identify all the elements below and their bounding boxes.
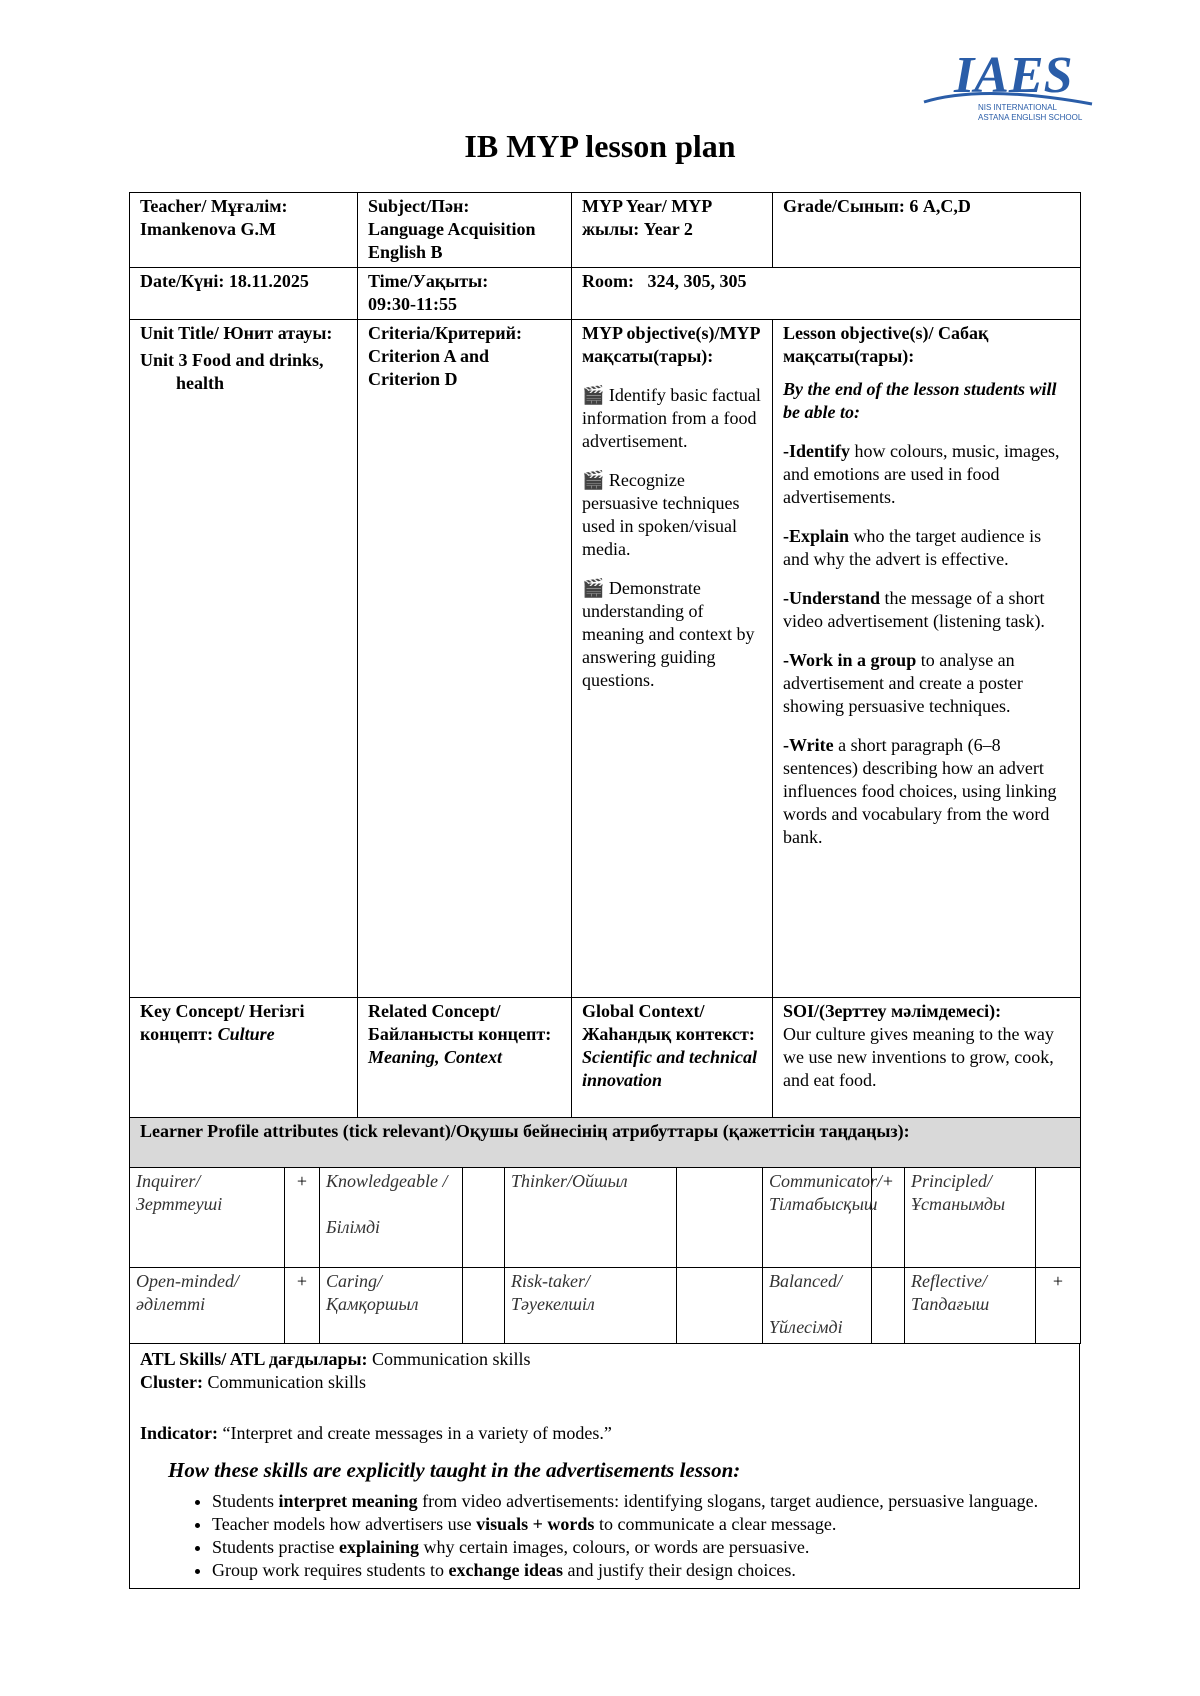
- subject-label: Subject/Пән:: [368, 196, 470, 216]
- soi-value: Our culture gives meaning to the way we use new inventions to grow, cook, and eat food.: [783, 1024, 1054, 1090]
- key-concept-value: Culture: [217, 1024, 275, 1044]
- room-label: Room:: [582, 271, 634, 291]
- page-title: IB MYP lesson plan: [464, 128, 736, 164]
- year-value: Year 2: [643, 219, 693, 239]
- lesson-objective-verb: -Explain: [783, 526, 850, 546]
- global-context-label: Global Context/ Жаһандық контекст:: [582, 1001, 755, 1044]
- lesson-objective-text: the message of a short video advertisement (listening task).: [783, 588, 1045, 631]
- lp-risktaker: Risk-taker/ Тәуекелшіл: [505, 1268, 677, 1344]
- lesson-objective-verb: -Work in a group: [783, 650, 917, 670]
- lesson-objective-text: to analyse an advertisement and create a poster showing persuasive techniques.: [783, 650, 1023, 716]
- lesson-objective-text: how colours, music, images, and emotions are used in food advertisements.: [783, 441, 1060, 507]
- myp-objective-text: Identify basic factual information from a food advertisement.: [582, 385, 761, 451]
- atl-row: [130, 1344, 1080, 1589]
- atl-skills-value: Communication skills: [372, 1349, 531, 1369]
- atl-indicator-label: Indicator:: [140, 1423, 218, 1443]
- lp-principled: Principled/ Ұстанымды: [905, 1168, 1036, 1268]
- date-label: Date/Күні:: [140, 271, 225, 291]
- atl-skills: [140, 1348, 1069, 1371]
- atl-indicator: [140, 1422, 1069, 1445]
- lp-caring: Caring/ Қамқоршыл: [320, 1268, 463, 1344]
- unit-value: Unit 3 Food and drinks, health: [140, 350, 324, 393]
- lp-knowledgeable-tick[interactable]: [463, 1168, 505, 1268]
- soi-label: SOI/(Зерттеу мәлімдемесі):: [783, 1001, 1002, 1021]
- lp-thinker: Thinker/Ойшыл: [505, 1168, 677, 1268]
- lesson-objective-verb: -Understand: [783, 588, 881, 608]
- atl-bullet: • Students interpret meaning from video advertisements: identifying slogans, target audience, persuasive language.: [212, 1490, 1069, 1513]
- lp-openminded: Open-minded/ әділетті: [130, 1268, 285, 1344]
- grade-value: 6 A,C,D: [909, 196, 971, 216]
- global-context-value: Scientific and technical innovation: [582, 1047, 757, 1090]
- lp-caring-tick[interactable]: [463, 1268, 505, 1344]
- lp-balanced-kz: Үйлесімді: [769, 1317, 843, 1337]
- room-value: 324, 305, 305: [647, 271, 747, 291]
- key-concept-label: Key Concept/ Негізгі концепт:: [140, 1001, 305, 1044]
- lp-balanced-en: Balanced/: [769, 1271, 842, 1291]
- lesson-objective-text: who the target audience is and why the advert is effective.: [783, 526, 1042, 569]
- atl-bullet-list: [140, 1490, 1069, 1582]
- lesson-objective-item: [783, 587, 1070, 633]
- row-learner-profile-heading: [130, 1118, 1081, 1168]
- unit-label: Unit Title/ Юнит атауы:: [140, 323, 333, 343]
- lesson-objective-verb: -Identify: [783, 441, 850, 461]
- atl-table: [129, 1343, 1080, 1589]
- myp-objective-item: [582, 577, 762, 692]
- learner-profile-row: [130, 1168, 1081, 1268]
- row-teacher: [130, 193, 1081, 268]
- cell-soi: [773, 998, 1081, 1118]
- row-date: [130, 268, 1081, 320]
- lesson-objective-item: [783, 440, 1070, 509]
- clapper-icon: 🎬: [582, 385, 605, 405]
- atl-how-heading: How these skills are explicitly taught in the advertisements lesson:: [168, 1458, 741, 1482]
- time-label: Time/Уақыты:: [368, 271, 489, 291]
- lp-communicator-tick[interactable]: +: [872, 1168, 905, 1268]
- lesson-plan-table: [129, 192, 1080, 1589]
- logo-line1: NIS INTERNATIONAL: [978, 103, 1057, 112]
- cell-key-concept: [130, 998, 358, 1118]
- lp-risktaker-tick[interactable]: [677, 1268, 763, 1344]
- lesson-objective-item: [783, 734, 1070, 849]
- learner-profile-heading: Learner Profile attributes (tick relevant)/Оқушы бейнесінің атрибуттары (қажеттісін таңдаңыз):: [130, 1118, 1081, 1168]
- cell-grade: [773, 193, 1081, 268]
- atl-cluster: [140, 1371, 1069, 1394]
- row-concepts: [130, 998, 1081, 1118]
- myp-objectives-label: MYP objective(s)/MYP мақсаты(тары):: [582, 323, 760, 366]
- lesson-objective-text: a short paragraph (6–8 sentences) describing how an advert influences food choices, using linking words and vocabulary from the word bank.: [783, 735, 1057, 847]
- cell-atl: [130, 1344, 1080, 1589]
- teacher-value: Imankenova G.M: [140, 219, 277, 239]
- lesson-objective-verb: -Write: [783, 735, 834, 755]
- atl-bullet: • Students practise explaining why certain images, colours, or words are persuasive.: [212, 1536, 1069, 1559]
- info-table: [129, 192, 1081, 1168]
- myp-objective-text: Demonstrate understanding of meaning and context by answering guiding questions.: [582, 578, 755, 690]
- teacher-label: Teacher/ Мұғалім:: [140, 196, 288, 216]
- lp-balanced: [763, 1268, 872, 1344]
- myp-objective-item: [582, 384, 762, 453]
- time-value: 09:30-11:55: [368, 294, 457, 314]
- cell-time: [358, 268, 572, 320]
- learner-profile-row: [130, 1268, 1081, 1344]
- lesson-objective-item: [783, 649, 1070, 718]
- subject-value: Language Acquisition English B: [368, 219, 536, 262]
- myp-objective-text: Recognize persuasive techniques used in spoken/visual media.: [582, 470, 740, 559]
- lp-principled-tick[interactable]: [1036, 1168, 1081, 1268]
- cell-lesson-objectives: [773, 320, 1081, 998]
- lp-inquirer: Inquirer/ Зерттеуші: [130, 1168, 285, 1268]
- myp-objective-item: [582, 469, 762, 561]
- atl-bullet: • Group work requires students to exchange ideas and justify their design choices.: [212, 1559, 1069, 1582]
- cell-related-concept: [358, 998, 572, 1118]
- lp-knowledgeable-en: Knowledgeable /: [326, 1171, 448, 1191]
- criteria-value: Criterion A and Criterion D: [368, 346, 490, 389]
- lp-reflective-tick[interactable]: +: [1036, 1268, 1081, 1344]
- clapper-icon: 🎬: [582, 470, 605, 490]
- cell-unit: [130, 320, 358, 998]
- related-concept-value: Meaning, Context: [368, 1047, 503, 1067]
- atl-cluster-value: Communication skills: [207, 1372, 366, 1392]
- cell-myp-objectives: [572, 320, 773, 998]
- lp-knowledgeable: [320, 1168, 463, 1268]
- school-logo: [922, 44, 1100, 126]
- lesson-objective-item: [783, 525, 1070, 571]
- logo-mark: IAES: [954, 47, 1073, 104]
- cell-year: [572, 193, 773, 268]
- atl-skills-label: ATL Skills/ ATL дағдылары:: [140, 1349, 368, 1369]
- atl-bullet: • Teacher models how advertisers use visuals + words to communicate a clear message.: [212, 1513, 1069, 1536]
- lp-openminded-tick[interactable]: +: [285, 1268, 320, 1344]
- grade-label: Grade/Сынып:: [783, 196, 905, 216]
- cell-teacher: [130, 193, 358, 268]
- related-concept-label: Related Concept/ Байланысты концепт:: [368, 1001, 552, 1044]
- cell-global-context: [572, 998, 773, 1118]
- cell-criteria: [358, 320, 572, 998]
- lp-inquirer-tick[interactable]: +: [285, 1168, 320, 1268]
- clapper-icon: 🎬: [582, 578, 605, 598]
- criteria-label: Criteria/Критерий:: [368, 323, 522, 343]
- lp-reflective: Reflective/ Тапдағыш: [905, 1268, 1036, 1344]
- lesson-objectives-label: Lesson objective(s)/ Сабақ мақсаты(тары):: [783, 323, 989, 366]
- lp-balanced-tick[interactable]: [872, 1268, 905, 1344]
- cell-date: [130, 268, 358, 320]
- lesson-objectives-intro: By the end of the lesson students will be able to:: [783, 379, 1057, 422]
- year-label: MYP Year/ MYP жылы:: [582, 196, 712, 239]
- cell-room: [572, 268, 1081, 320]
- atl-indicator-value: “Interpret and create messages in a variety of modes.”: [222, 1423, 612, 1443]
- lp-communicator: Communicator/ Тілтабысқыш: [763, 1168, 872, 1268]
- lp-thinker-tick[interactable]: [677, 1168, 763, 1268]
- cell-subject: [358, 193, 572, 268]
- row-unit: [130, 320, 1081, 998]
- atl-cluster-label: Cluster:: [140, 1372, 203, 1392]
- lp-knowledgeable-kz: Білімді: [326, 1217, 381, 1237]
- logo-line2: ASTANA ENGLISH SCHOOL: [978, 113, 1083, 122]
- date-value: 18.11.2025: [228, 271, 309, 291]
- learner-profile-table: [129, 1167, 1081, 1344]
